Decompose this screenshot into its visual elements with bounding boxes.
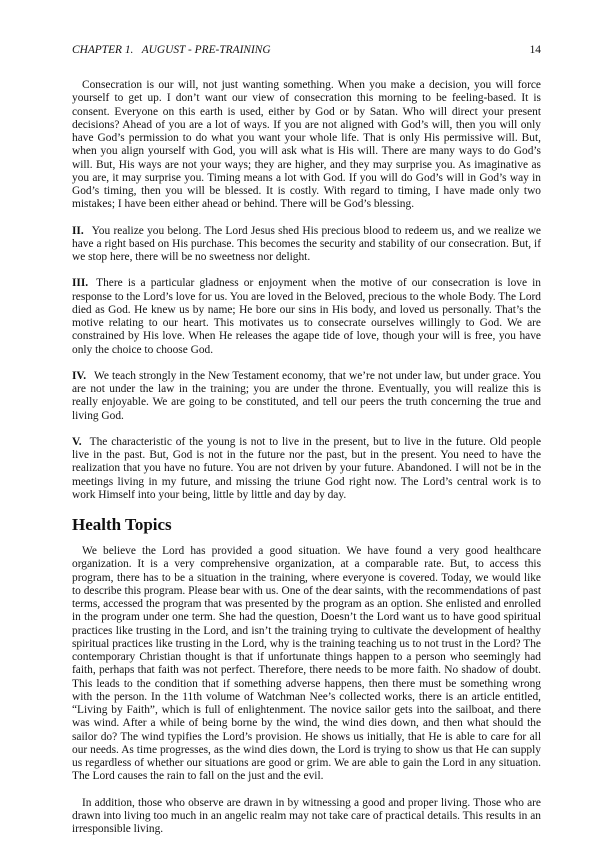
section-heading: Health Topics bbox=[72, 515, 172, 534]
point-numeral: III. bbox=[72, 277, 89, 290]
section-paragraph: We believe the Lord has provided a good situation. We have found a very good healthcare organization. It is a very comprehensive organization, at a comparable rate. But, to access this program, there has to be a situation in the training, where everyone is covered. Today, we would like to describe this program. Please bear with us. One of the dear saints, with the recommendations of past terms, accessed the program that was presented by the program as an option. She enlisted and enrolled in the program under one term. She had the question, Doesn’t the Lord want us to have good spiritual practices like trusting in the Lord, and isn’t the training trying to cultivate the development of healthy spiritual practices like trusting in the Lord, why is the training teaching us to not trust in the Lord? The contemporary Christian thought is that if unfortunate things happen to a person who seemingly had faith, perhaps that faith was not perfect. Therefore, there needs to be more faith. No shadow of doubt. This leads to the condition that if something adverse happens, then there must be something wrong with the person. In the 11th volume of Watchman Nee’s collected works, there is an article entitled, “Living by Faith”, which is full of enlightenment. The novice sailor gets into the sailboat, and there was wind. After a while of being borne by the wind, the wind dies down, and then what should the sailor do? The wind typifies the Lord’s provision. He shows us initially, that He is able to care for all our needs. As time progresses, as the wind dies down, the Lord is trying to show us that He can supply us regardless of whether our situations are good or grim. We are able to gain the Lord in any situation. The Lord causes the rain to fall on the just and the evil. bbox=[72, 545, 541, 783]
running-header bbox=[72, 44, 541, 57]
paragraph-point-ii bbox=[72, 225, 541, 265]
paragraph-point-iii bbox=[72, 277, 541, 357]
paragraph-text: The characteristic of the young is not to live in the present, but to live in the future. Old people live in the past. But, God is not in the future nor the past, but in the present. You need to have the realization that you have no future. You are not driven by your future. Abandoned. I will not be in the meetings living in my future, and missing the triune God right now. The Lord’s central work is to work Himself into your being, little by little and day by day. bbox=[72, 435, 541, 501]
page-number: 14 bbox=[529, 44, 541, 56]
paragraph-text: Consecration is our will, not just wanting something. When you make a decision, you will force yourself to get up. I don’t want our view of consecration this morning to be feeling-based. It is consent. Everyone on this earth is used, either by God or by Satan. Who will direct your present decisions? Ahead of you are a lot of ways. If you are not aligned with God’s will, then you will only have God’s permission to do what you want your whole life. That is only His permissive will. But, when you align yourself with God, you will ask what is His will. There are many ways to do God’s will. But, His ways are not your ways; they are higher, and they may surprise you. As imaginative as you are, it may surprise you. Timing means a lot with God. If you will do God’s will in God’s way in God’s timing, then you will be blessed. It is costly. With regard to timing, I have made only two mistakes; I have been either ahead or behind. There will be God’s blessing. bbox=[72, 79, 541, 211]
paragraph-text: You realize you belong. The Lord Jesus shed His precious blood to redeem us, and we realize we have a right based on His purchase. This becomes the security and stability of our consecration. But, if we stop here, there will be no sweetness nor delight. bbox=[72, 224, 541, 263]
point-numeral: V. bbox=[72, 435, 82, 448]
paragraph-point-v bbox=[72, 436, 541, 502]
paragraph-text: There is a particular gladness or enjoyment when the motive of our consecration is love in response to the Lord’s love for us. You are loved in the Beloved, precious to the whole Body. The Lord died as God. He knew us by name; He bore our sins in His body, and loved us personally. That’s the motive relating to our heart. This motivates us to consecrate ourselves willingly to God. We are constrained by His love. When He releases the agape tide of love, though your will is free, you have only the choice to choose God. bbox=[72, 277, 541, 356]
section-paragraph: In addition, those who observe are drawn in by witnessing a good and proper living. Those who are drawn into living too much in an angelic realm may not take care of practical details. This results in an irresponsible living. bbox=[72, 796, 541, 835]
paragraph-text: We teach strongly in the New Testament economy, that we’re not under law, but under grace. You are not under the law in the training; you are under the throne. Eventually, you will realize this is really enjoyable. We are going to be constituted, and tell our peers the truth concerning the true and living God. bbox=[72, 369, 541, 422]
paragraph-point-iv bbox=[72, 370, 541, 423]
point-numeral: II. bbox=[72, 224, 84, 237]
point-numeral: IV. bbox=[72, 369, 87, 382]
document-page bbox=[72, 44, 541, 849]
paragraph-consecration bbox=[72, 79, 541, 212]
chapter-title: CHAPTER 1. AUGUST - PRE-TRAINING bbox=[72, 44, 271, 56]
